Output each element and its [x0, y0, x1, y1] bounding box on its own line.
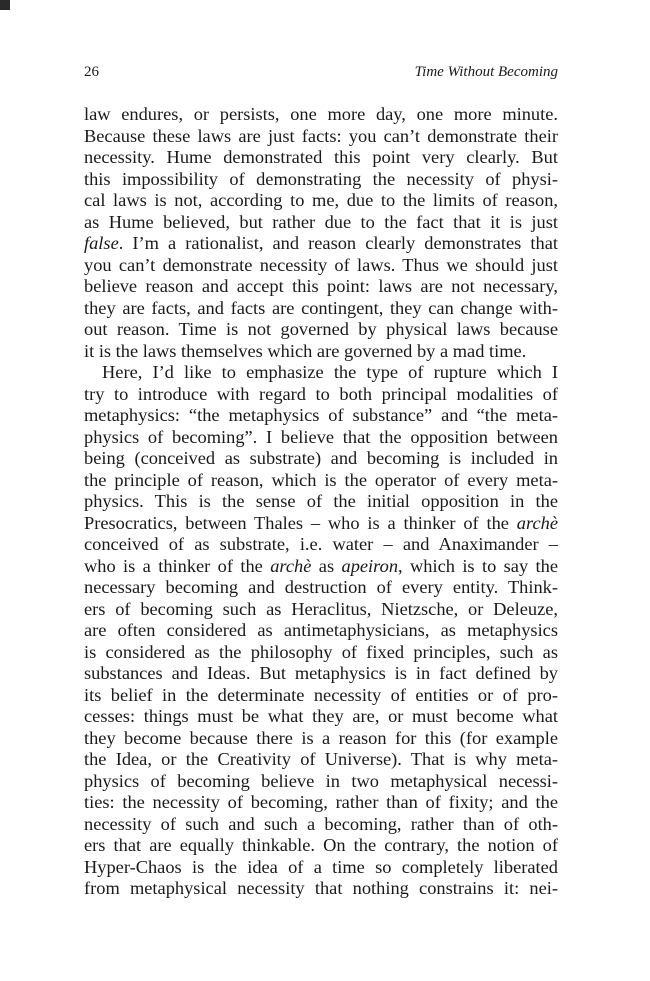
text-segment: as	[311, 555, 342, 576]
text-segment: Hyper-Chaos is the idea of a time so completely liberated	[84, 856, 558, 877]
text-line	[84, 792, 558, 814]
text-line	[84, 233, 558, 255]
text-segment: necessary becoming and destruction of every entity. Think-	[84, 577, 558, 597]
italic-text: false	[84, 233, 119, 253]
text-line	[84, 513, 558, 535]
text-line	[84, 620, 558, 642]
corner-crop-mark	[0, 0, 10, 10]
text-segment: is considered as the philosophy of fixed principles, such as	[84, 641, 558, 662]
text-line	[84, 255, 558, 277]
text-segment: as Hume believed, but rather due to the fact that it is just	[84, 211, 558, 232]
text-segment: ers that are equally thinkable. On the contrary, the notion of	[84, 835, 558, 855]
text-line	[84, 556, 558, 578]
text-line	[84, 341, 558, 363]
text-segment: ties: the necessity of becoming, rather than of fixity; and the	[84, 792, 558, 812]
text-segment: out reason. Time is not governed by physical laws because	[84, 319, 558, 339]
text-segment: they become because there is a reason for this (for example	[84, 727, 558, 748]
text-line	[84, 599, 558, 621]
text-line	[84, 728, 558, 750]
text-segment: conceived of as substrate, i.e. water – and Anaximander –	[84, 534, 558, 554]
text-segment: cal laws is not, according to me, due to the limits of reason,	[84, 190, 558, 210]
text-segment: necessity of such and such a becoming, rather than of oth-	[84, 813, 558, 834]
text-segment: Presocratics, between Thales – who is a thinker of the	[84, 512, 517, 533]
text-line	[84, 427, 558, 449]
text-segment: you can’t demonstrate necessity of laws. Thus we should just	[84, 254, 558, 275]
text-line	[84, 276, 558, 298]
text-segment: they are facts, and facts are contingent, they can change with-	[84, 297, 558, 318]
text-line	[84, 384, 558, 406]
text-segment: being (conceived as substrate) and becoming is included in	[84, 448, 558, 468]
text-segment: Because these laws are just facts: you can’t demonstrate their	[84, 125, 558, 146]
page-number: 26	[84, 64, 99, 80]
text-line	[84, 362, 558, 384]
text-line	[84, 147, 558, 169]
text-line	[84, 814, 558, 836]
text-segment: who is a thinker of the	[84, 555, 271, 576]
text-segment: the Idea, or the Creativity of Universe). That is why meta-	[84, 749, 558, 769]
text-line	[84, 685, 558, 707]
text-segment: from metaphysical necessity that nothing constrains it: nei-	[84, 878, 558, 898]
text-segment: metaphysics: “the metaphysics of substance” and “the meta-	[84, 405, 558, 425]
running-head	[84, 64, 558, 84]
text-line	[84, 878, 558, 900]
running-title: Time Without Becoming	[414, 64, 558, 80]
text-segment: , which is to say the	[398, 555, 558, 576]
text-segment: Here, I’d like to emphasize the type of rupture which I	[102, 362, 558, 382]
text-segment: substances and Ideas. But metaphysics is in fact defined by	[84, 663, 558, 683]
text-line	[84, 835, 558, 857]
text-segment: law endures, or persists, one more day, one more minute.	[84, 104, 558, 124]
text-line	[84, 577, 558, 599]
text-segment: physics of becoming”. I believe that the opposition between	[84, 426, 558, 447]
text-line	[84, 126, 558, 148]
text-line	[84, 470, 558, 492]
text-segment: try to introduce with regard to both principal modalities of	[84, 383, 558, 404]
text-line	[84, 319, 558, 341]
text-line	[84, 190, 558, 212]
italic-text: apeiron	[341, 555, 399, 576]
text-line	[84, 771, 558, 793]
text-line	[84, 534, 558, 556]
italic-text: archè	[270, 555, 312, 576]
italic-text: archè	[516, 512, 558, 533]
text-line	[84, 104, 558, 126]
text-line	[84, 642, 558, 664]
text-segment: believe reason and accept this point: laws are not necessary,	[84, 276, 558, 296]
text-segment: it is the laws themselves which are governed by a mad time.	[84, 340, 527, 361]
text-line	[84, 405, 558, 427]
text-line	[84, 448, 558, 470]
text-line	[84, 298, 558, 320]
text-line	[84, 491, 558, 513]
text-line	[84, 212, 558, 234]
text-segment: physics. This is the sense of the initial opposition in the	[84, 491, 558, 511]
text-line	[84, 169, 558, 191]
text-segment: are often considered as antimetaphysicians, as metaphysics	[84, 620, 558, 640]
text-segment: cesses: things must be what they are, or must become what	[84, 706, 558, 726]
text-line	[84, 749, 558, 771]
text-line	[84, 706, 558, 728]
body-text	[84, 104, 558, 900]
text-segment: the principle of reason, which is the operator of every meta-	[84, 469, 558, 490]
text-segment: its belief in the determinate necessity of entities or of pro-	[84, 684, 558, 705]
text-segment: ers of becoming such as Heraclitus, Nietzsche, or Deleuze,	[84, 598, 558, 619]
text-segment: necessity. Hume demonstrated this point very clearly. But	[84, 147, 558, 167]
text-segment: physics of becoming believe in two metaphysical necessi-	[84, 770, 558, 791]
text-segment: . I’m a rationalist, and reason clearly demonstrates that	[118, 233, 558, 253]
text-line	[84, 857, 558, 879]
text-line	[84, 663, 558, 685]
text-segment: this impossibility of demonstrating the necessity of physi-	[84, 168, 558, 189]
